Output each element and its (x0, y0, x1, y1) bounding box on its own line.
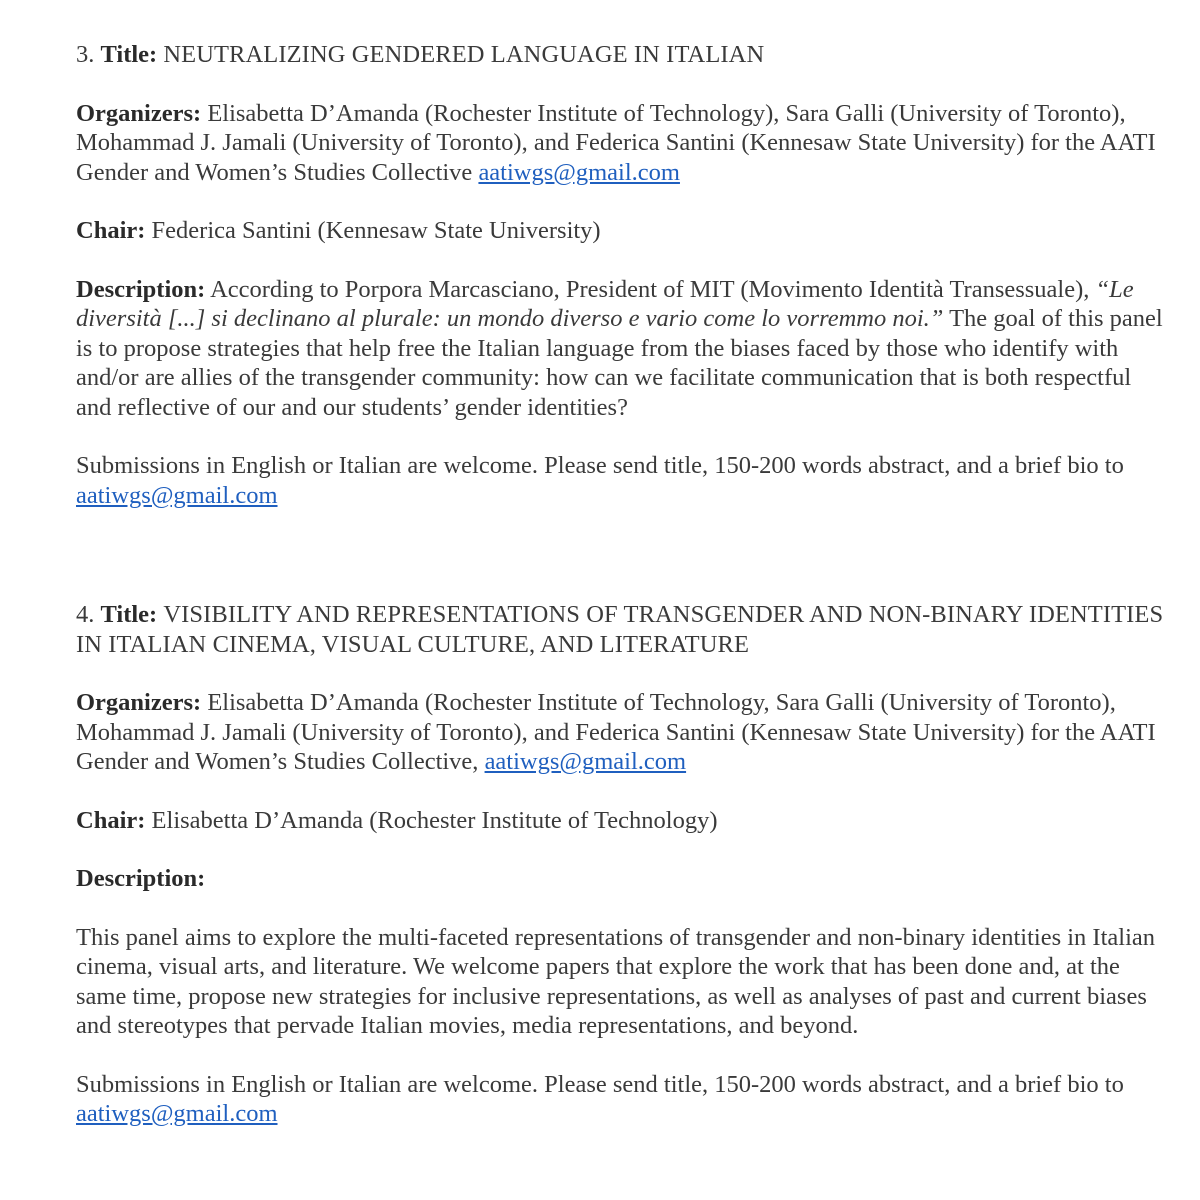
panel-3 (76, 40, 1166, 510)
panel-3-organizers-email-link[interactable]: aatiwgs@gmail.com (478, 158, 680, 186)
panel-4-chair-label: Chair: (76, 806, 146, 834)
panel-3-description (76, 275, 1166, 423)
panel-4-submission-email-link[interactable]: aatiwgs@gmail.com (76, 1100, 278, 1127)
panel-4-description-heading (76, 864, 1166, 894)
panel-3-submission-text: Submissions in English or Italian are welcome. Please send title, 150-200 words abstract, and a brief bio to (76, 452, 1124, 479)
panel-3-chair (76, 216, 1166, 246)
panel-4-description: This panel aims to explore the multi-faceted representations of transgender and non-binary identities in Italian cinema, visual arts, and literature. We welcome papers that explore the work that has been done and, at the same time, propose new strategies for inclusive representations, as well as analyses of past and current biases and stereotypes that pervade Italian movies, media representations, and beyond. (76, 923, 1156, 1039)
panel-4-submission (76, 1070, 1166, 1129)
panel-4-organizers-text: Elisabetta D’Amanda (Rochester Institute of Technology, Sara Galli (University of Toronto), Mohammad J. Jamali (University of Toronto), and Federica Santini (Kennesaw State University) for the AATI Gender and Women’s Studies Collective, (76, 689, 1156, 775)
panel-3-submission (76, 451, 1166, 510)
panel-4-title-label: Title: (100, 601, 158, 628)
panel-4-organizers-email-link[interactable]: aatiwgs@gmail.com (484, 748, 687, 775)
panel-3-organizers (76, 99, 1166, 188)
panel-4-number: 4. (76, 601, 95, 628)
panel-3-organizers-label: Organizers: (76, 99, 202, 127)
panel-4-title: VISIBILITY AND REPRESENTATIONS OF TRANSGENDER AND NON-BINARY IDENTITIES IN ITALIAN CINEMA, VISUAL CULTURE, AND LITERATURE (76, 601, 1164, 658)
panel-3-description-pre: According to Porpora Marcasciano, President of MIT (Movimento Identità Transessuale), (210, 275, 1090, 303)
panel-4-chair (76, 806, 1166, 836)
panel-4-organizers-label: Organizers: (76, 689, 202, 716)
panel-3-title-line (76, 40, 1166, 70)
panel-3-title-label: Title: (100, 41, 158, 68)
panel-4-submission-text: Submissions in English or Italian are welcome. Please send title, 150-200 words abstract, and a brief bio to (76, 1070, 1124, 1098)
panel-4 (76, 600, 1166, 1129)
panel-3-title: NEUTRALIZING GENDERED LANGUAGE IN ITALIAN (163, 41, 765, 68)
panel-3-submission-email-link[interactable]: aatiwgs@gmail.com (76, 481, 278, 509)
panel-3-number: 3. (76, 41, 95, 68)
panel-4-title-line (76, 600, 1166, 659)
panel-4-organizers (76, 688, 1166, 777)
panel-3-description-label: Description: (76, 275, 206, 303)
panel-4-chair-text: Elisabetta D’Amanda (Rochester Institute of Technology) (151, 806, 718, 834)
panel-3-chair-label: Chair: (76, 217, 146, 244)
panel-3-description-post: The goal of this panel is to propose strategies that help free the Italian language from the biases faced by those who identify with and/or are allies of the transgender community: how can we facilitate communication that is both respectful and reflective of our and our students’ gender identities? (76, 305, 1163, 421)
panel-3-description-quote: “Le diversità [...] si declinano al plurale: un mondo diverso e vario come lo vorremmo noi.” (76, 275, 1134, 332)
panel-3-organizers-text: Elisabetta D’Amanda (Rochester Institute of Technology), Sara Galli (University of Toronto), Mohammad J. Jamali (University of Toronto), and Federica Santini (Kennesaw State University) for the AATI Gender and Women’s Studies Collective (76, 99, 1156, 186)
document-page (76, 40, 1166, 1129)
panel-4-description-label: Description: (76, 865, 206, 892)
panel-3-chair-text: Federica Santini (Kennesaw State University) (151, 217, 601, 244)
